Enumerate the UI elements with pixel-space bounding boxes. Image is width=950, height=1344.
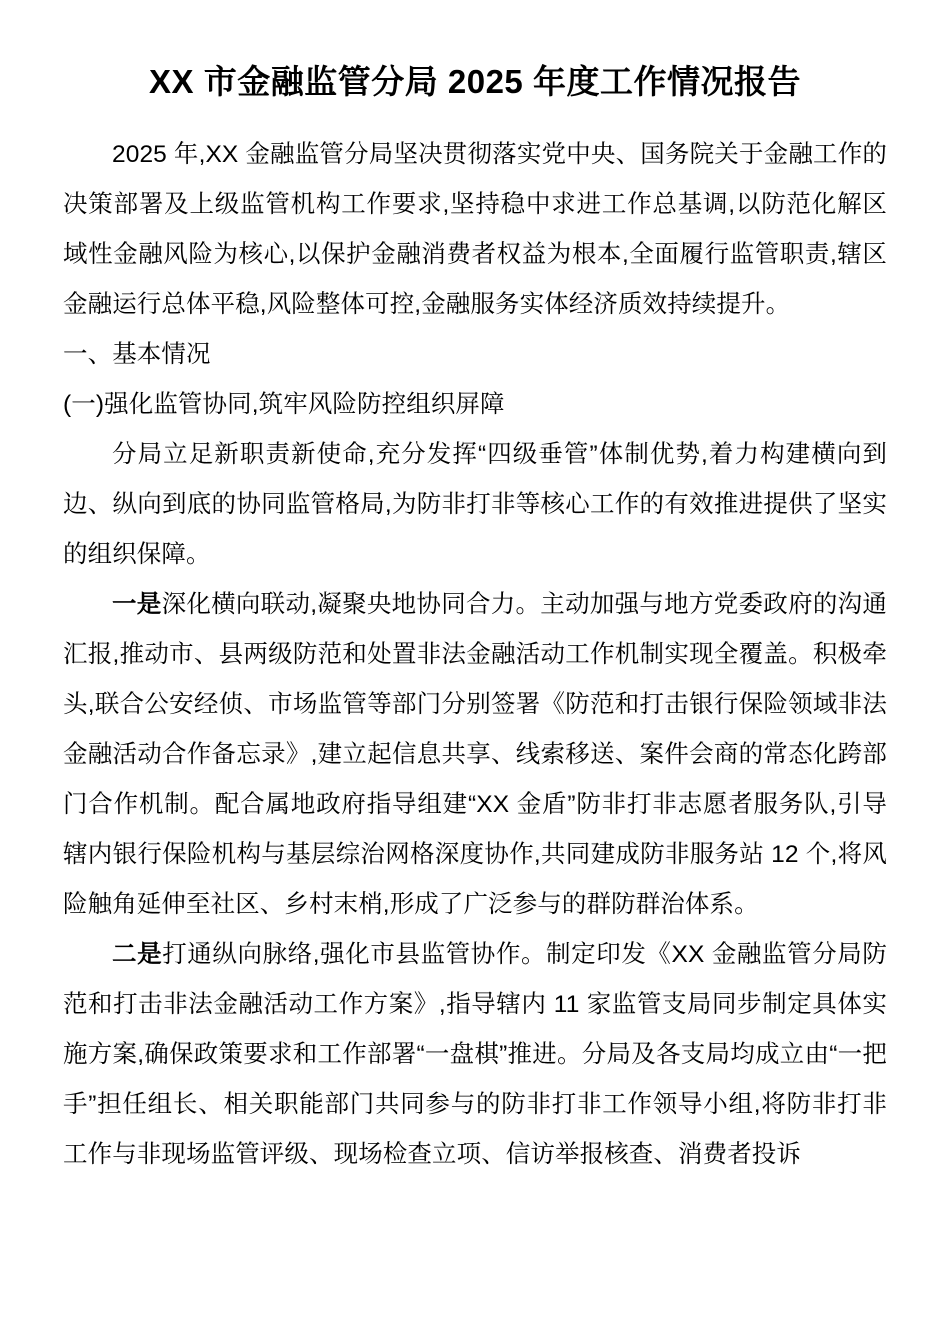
paragraph-body-2-text: 深化横向联动,凝聚央地协同合力。主动加强与地方党委政府的沟通汇报,推动市、县两级防范和处置非法金融活动工作机制实现全覆盖。积极牵头,联合公安经侦、市场监管等部门分别签署《防范和打击银行保险领域非法金融活动合作备忘录》,建立起信息共享、线索移送、案件会商的常态化跨部门合作机制。配合属地政府指导组建“XX 金盾”防非打非志愿者服务队,引导辖内银行保险机构与基层综治网格深度协作,共同建成防非服务站 12 个,将风险触角延伸至社区、乡村末梢,形成了广泛参与的群防群治体系。 — [63, 590, 887, 918]
section-heading-1: 一、基本情况 — [63, 340, 211, 368]
paragraph-body-3 — [63, 930, 887, 1180]
page-title: XX 市金融监管分局 2025 年度工作情况报告 — [149, 63, 801, 100]
paragraph-body-1: 分局立足新职责新使命,充分发挥“四级垂管”体制优势,着力构建横向到边、纵向到底的协同监管格局,为防非打非等核心工作的有效推进提供了坚实的组织保障。 — [63, 440, 887, 568]
paragraph-body-3-text: 打通纵向脉络,强化市县监管协作。制定印发《XX 金融监管分局防范和打击非法金融活动工作方案》,指导辖内 11 家监管支局同步制定具体实施方案,确保政策要求和工作部署“一盘棋”推进。分局及各支局均成立由“一把手”担任组长、相关职能部门共同参与的防非打非工作领导小组,将防非打非工作与非现场监管评级、现场检查立项、信访举报核查、消费者投诉 — [63, 940, 887, 1168]
paragraph-body-2 — [63, 580, 887, 930]
paragraph-body-2-lead: 一是 — [112, 590, 162, 618]
document-body — [0, 102, 950, 1180]
subsection-heading-1-1: (一)强化监管协同,筑牢风险防控组织屏障 — [63, 390, 505, 418]
paragraph-body-3-lead: 二是 — [112, 940, 163, 968]
paragraph-intro: 2025 年,XX 金融监管分局坚决贯彻落实党中央、国务院关于金融工作的决策部署及上级监管机构工作要求,坚持稳中求进工作总基调,以防范化解区域性金融风险为核心,以保护金融消费者权益为根本,全面履行监管职责,辖区金融运行总体平稳,风险整体可控,金融服务实体经济质效持续提升。 — [63, 140, 887, 318]
